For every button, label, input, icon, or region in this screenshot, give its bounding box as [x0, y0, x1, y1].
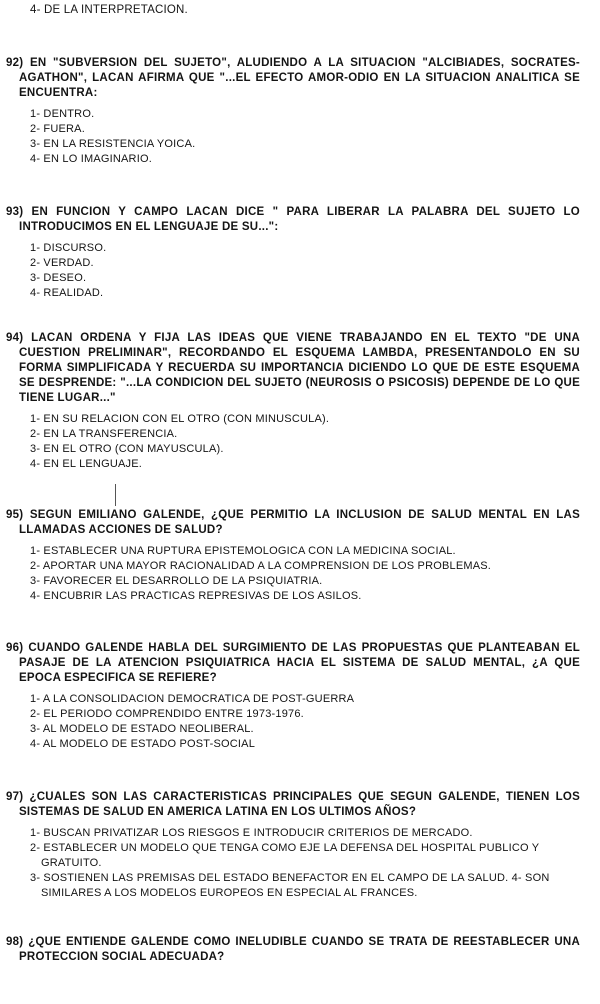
option-item: 2- APORTAR UNA MAYOR RACIONALIDAD A LA COMPRENSION DE LOS PROBLEMAS. [30, 560, 492, 572]
question-97 [6, 790, 580, 901]
question-92 [6, 56, 580, 167]
question-text: 96) CUANDO GALENDE HABLA DEL SURGIMIENTO DE LAS PROPUESTAS QUE PLANTEABAN EL PASAJE DE LA ATENCION PSIQUIATRICA HACIA EL SISTEMA DE SALUD MENTAL, ¿A QUE EPOCA ESPECIFICA SE REFIERE? [6, 642, 580, 684]
option-item: 1- DENTRO. [30, 108, 95, 120]
option-item: 2- ESTABLECER UN MODELO QUE TENGA COMO EJE LA DEFENSA DEL HOSPITAL PUBLICO Y GRATUITO. [30, 842, 540, 869]
option-item: 3- FAVORECER EL DESARROLLO DE LA PSIQUIATRIA. [30, 575, 323, 587]
option-item: 2- EL PERIODO COMPRENDIDO ENTRE 1973-1976. [30, 708, 304, 720]
option-item: 3- SOSTIENEN LAS PREMISAS DEL ESTADO BENEFACTOR EN EL CAMPO DE LA SALUD. 4- SON SIMILARES A LOS MODELOS EUROPEOS EN ESPECIAL AL FRANCES. [30, 872, 550, 899]
option-item: 2- VERDAD. [30, 257, 94, 269]
question-text: 98) ¿QUE ENTIENDE GALENDE COMO INELUDIBLE CUANDO SE TRATA DE REESTABLECER UNA PROTECCION SOCIAL ADECUADA? [6, 936, 580, 963]
question-93 [6, 205, 580, 301]
option-item: 4- EN LO IMAGINARIO. [30, 153, 152, 165]
option-item: 4- ENCUBRIR LAS PRACTICAS REPRESIVAS DE LOS ASILOS. [30, 590, 362, 602]
option-item: 3- DESEO. [30, 272, 87, 284]
option-list [6, 692, 580, 752]
question-96 [6, 641, 580, 752]
question-text: 94) LACAN ORDENA Y FIJA LAS IDEAS QUE VIENE TRABAJANDO EN EL TEXTO "DE UNA CUESTION PRELIMINAR", RECORDANDO EL ESQUEMA LAMBDA, PRESENTANDOLO EN SU FORMA SIMPLIFICADA Y RECUERDA SU IMPORTANCIA DICIENDO LO QUE DE ESTE ESQUEMA SE DESPRENDE: "...LA CONDICION DEL SUJETO (NEUROSIS O PSICOSIS) DEPENDE DE LO QUE TIENE LUGAR..." [6, 332, 580, 404]
option-list [6, 241, 580, 301]
option-item: 1- EN SU RELACION CON EL OTRO (CON MINUSCULA). [30, 413, 330, 425]
option-item: 2- FUERA. [30, 123, 85, 135]
option-item: 3- EN LA RESISTENCIA YOICA. [30, 138, 196, 150]
option-item: 4- REALIDAD. [30, 287, 104, 299]
option-item: 3- AL MODELO DE ESTADO NEOLIBERAL. [30, 723, 254, 735]
question-text: 92) EN "SUBVERSION DEL SUJETO", ALUDIENDO A LA SITUACION "ALCIBIADES, SOCRATES-AGATHON", LACAN AFIRMA QUE "...EL EFECTO AMOR-ODIO EN LA SITUACION ANALITICA SE ENCUENTRA: [6, 57, 580, 99]
option-list [6, 544, 580, 604]
option-item: 1- DISCURSO. [30, 242, 107, 254]
option-item: 3- EN EL OTRO (CON MAYUSCULA). [30, 443, 224, 455]
previous-question-option: 4- DE LA INTERPRETACION. [30, 4, 188, 16]
option-item: 2- EN LA TRANSFERENCIA. [30, 428, 178, 440]
question-98 [6, 935, 580, 965]
option-list [6, 107, 580, 167]
option-item: 4- EN EL LENGUAJE. [30, 458, 143, 470]
option-item: 1- ESTABLECER UNA RUPTURA EPISTEMOLOGICA CON LA MEDICINA SOCIAL. [30, 545, 456, 557]
question-95 [6, 508, 580, 604]
option-item: 1- BUSCAN PRIVATIZAR LOS RIESGOS E INTRODUCIR CRITERIOS DE MERCADO. [30, 827, 473, 839]
option-item: 1- A LA CONSOLIDACION DEMOCRATICA DE POST-GUERRA [30, 693, 355, 705]
option-item: 4- AL MODELO DE ESTADO POST-SOCIAL [30, 738, 256, 750]
option-list [6, 826, 580, 901]
option-list [6, 412, 580, 472]
scan-mark [115, 484, 116, 506]
question-text: 97) ¿CUALES SON LAS CARACTERISTICAS PRINCIPALES QUE SEGUN GALENDE, TIENEN LOS SISTEMAS DE SALUD EN AMERICA LATINA EN LOS ULTIMOS AÑOS? [6, 791, 580, 818]
question-94 [6, 331, 580, 472]
question-text: 95) SEGUN EMILIANO GALENDE, ¿QUE PERMITIO LA INCLUSION DE SALUD MENTAL EN LAS LLAMADAS ACCIONES DE SALUD? [6, 509, 580, 536]
question-text: 93) EN FUNCION Y CAMPO LACAN DICE " PARA LIBERAR LA PALABRA DEL SUJETO LO INTRODUCIMOS EN EL LENGUAJE DE SU...": [6, 206, 580, 233]
